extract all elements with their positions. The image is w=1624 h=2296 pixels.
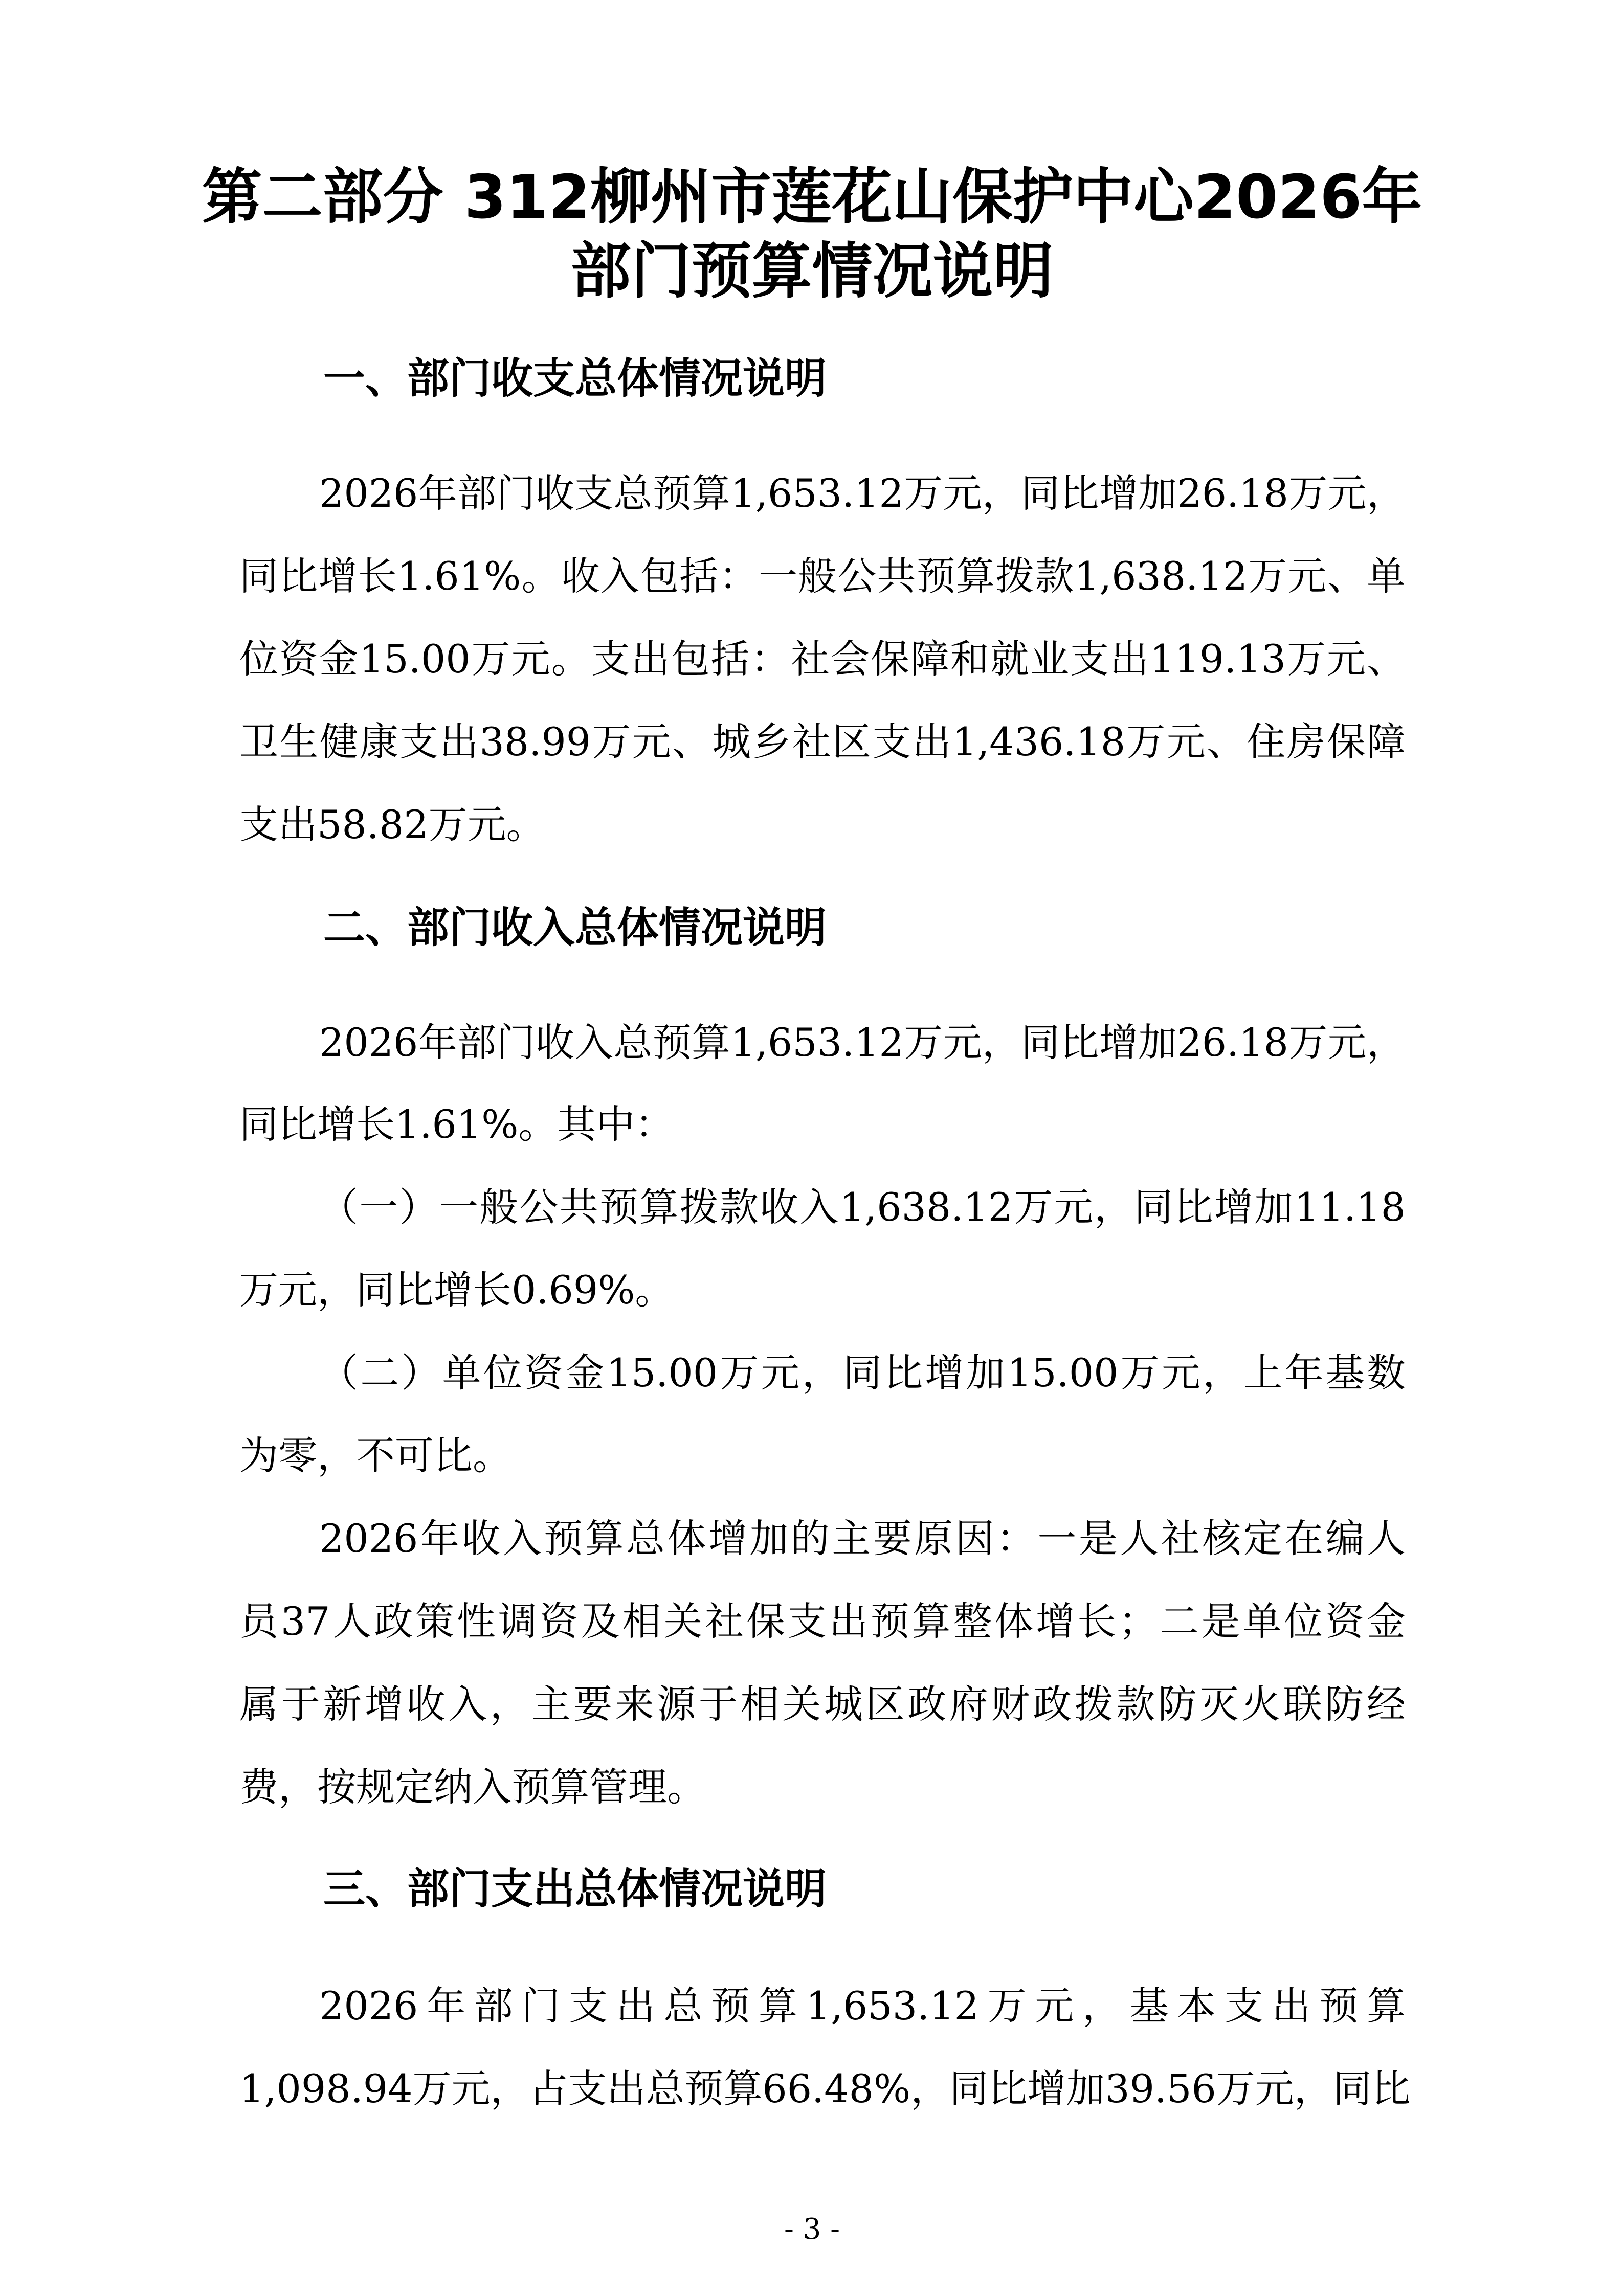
paragraph-line: 费，按规定纳入预算管理。 bbox=[239, 1764, 706, 1810]
paragraph-line: 同比增长1.61%。其中： bbox=[239, 1101, 674, 1147]
section-heading-3: 三、部门支出总体情况说明 bbox=[323, 1865, 827, 1914]
document-title-line-1: 第二部分 312柳州市莲花山保护中心2026年 bbox=[202, 162, 1422, 232]
paragraph-line: 1,098.94万元，占支出总预算66.48%，同比增加39.56万元，同比 bbox=[239, 2066, 1411, 2111]
paragraph-line: 属于新增收入，主要来源于相关城区政府财政拨款防灭火联防经 bbox=[239, 1681, 1406, 1727]
page-number: - 3 - bbox=[784, 2213, 840, 2246]
paragraph-line: 2026年部门收入总预算1,653.12万元，同比增加26.18万元， bbox=[319, 1020, 1406, 1065]
paragraph-line: （一）一般公共预算拨款收入1,638.12万元，同比增加11.18 bbox=[319, 1184, 1406, 1230]
paragraph-line: 支出58.82万元。 bbox=[239, 802, 545, 847]
paragraph-line: 同比增长1.61%。收入包括：一般公共预算拨款1,638.12万元、单 bbox=[239, 553, 1406, 599]
section-heading-2: 二、部门收入总体情况说明 bbox=[323, 904, 827, 952]
section-heading-1: 一、部门收支总体情况说明 bbox=[323, 354, 827, 403]
document-title-line-2: 部门预算情况说明 bbox=[570, 236, 1054, 306]
paragraph-line: 2026年收入预算总体增加的主要原因：一是人社核定在编人 bbox=[319, 1516, 1406, 1561]
paragraph-line: 卫生健康支出38.99万元、城乡社区支出1,436.18万元、住房保障 bbox=[239, 719, 1406, 764]
paragraph-line: 2026年部门支出总预算1,653.12万元，基本支出预算 bbox=[319, 1983, 1406, 2029]
paragraph-line: 为零，不可比。 bbox=[239, 1433, 511, 1478]
paragraph-line: 位资金15.00万元。支出包括：社会保障和就业支出119.13万元、 bbox=[239, 636, 1406, 682]
paragraph-line: 2026年部门收支总预算1,653.12万元，同比增加26.18万元， bbox=[319, 470, 1406, 516]
paragraph-line: 万元，同比增长0.69%。 bbox=[239, 1267, 674, 1313]
paragraph-line: （二）单位资金15.00万元，同比增加15.00万元，上年基数 bbox=[319, 1350, 1406, 1395]
paragraph-line: 员37人政策性调资及相关社保支出预算整体增长；二是单位资金 bbox=[239, 1599, 1406, 1644]
